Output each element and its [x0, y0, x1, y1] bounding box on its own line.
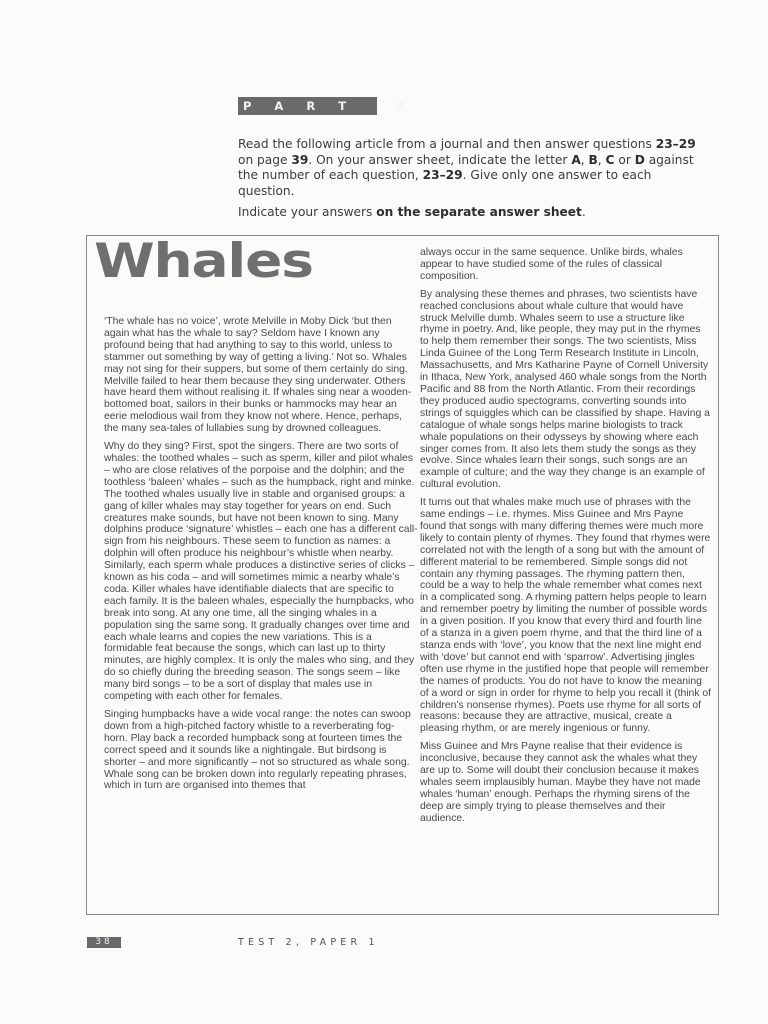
part-banner: P A R T 3 — [238, 97, 377, 115]
instruction-text: on page — [238, 152, 292, 167]
page-reference: 39 — [291, 152, 309, 167]
instruction-text: against the number of each question, — [238, 152, 694, 183]
instruction-text: Indicate your answers — [238, 205, 377, 220]
letter-b: B — [588, 152, 598, 167]
instructions — [238, 137, 708, 227]
article-left-column — [104, 316, 418, 798]
instruction-text: Read the following article from a journal and then answer questions — [238, 137, 656, 151]
article-right-column — [420, 247, 712, 831]
article-paragraph: Miss Guinee and Mrs Payne realise that their evidence is inconclusive, because they cannot ask the whales what they are up to. Some will doubt their conclusion because it makes whales seem implausibly human. Maybe they have not made whales ‘human’ enough. Perhaps the rhyming sirens of the deep are simply trying to please themselves and their audience. — [420, 741, 701, 824]
letter-d: D — [634, 152, 645, 167]
letter-c: C — [605, 152, 615, 167]
separator: , — [580, 152, 589, 167]
article-paragraph: Why do they sing? First, spot the singers. There are two sorts of whales: the toothed whales – such as sperm, killer and pilot whales – who are close relatives of the porpoise and the dolphin; and the toothless ‘baleen’ whales – such as the humpback, right and minke. The toothed whales usually live in stable and organised groups: a gang of killer whales may stay together for years on end. Such creatures make sounds, but have not been known to sing. Many dolphins produce ‘signature’ whistles – each one has a different call-sign from his neighbours. These seem to function as names: a dolphin will often produce his neighbour’s whistle when nearby. Similarly, each sperm whale produces a distinctive series of clicks – known as his coda – and will sometimes mimic a nearby whale’s coda. Killer whales have identifiable dialects that are specific to each family. It is the baleen whales, especially the humpbacks, who break into song. At any one time, all the singing whales in a population sing the same song. It gradually changes over time and each whale learns and copies the new variations. This is a formidable feat because the songs, which can last up to thirty minutes, are highly complex. It is only the males who sing, and they do so chiefly during the breeding season. The songs seem – like many bird songs – to be a sort of display that males use in competing with each other for females. — [104, 441, 418, 703]
answer-sheet-note — [238, 205, 708, 221]
question-range: 23–29 — [655, 137, 696, 151]
article-paragraph: ‘The whale has no voice’, wrote Melville in Moby Dick ‘but then again what has the whale to say? Seldom have I known any profound being that had anything to say to this world, unless to stammer out something by way of getting a living.’ Not so. Whales may not sing for their suppers, but some of them certainly do sing. Melville failed to hear them because they sing underwater. Others have heard them without realising it. If whales sing near a wooden-bottomed boat, sailors in their bunks or hammocks may hear an eerie melodious wail from they know not where. Hence, perhaps, the many sea-tales of lullabies sung by drowned colleagues. — [104, 316, 412, 435]
article-paragraph: Singing humpbacks have a wide vocal range: the notes can swoop down from a high-pitched factory whistle to a reverberating fog-horn. Play back a recorded humpback song at fourteen times the correct speed and it sounds like a nightingale. But birdsong is shorter – and more significantly – not so structured as whale song. Whale song can be broken down into regularly repeating phrases, which in turn are organised into themes that — [104, 709, 411, 792]
article-paragraph: always occur in the same sequence. Unlike birds, whales appear to have studied some of the rules of classical composition. — [420, 247, 683, 282]
question-range: 23–29 — [422, 168, 463, 183]
separator: or — [614, 152, 635, 167]
page-number: 38 — [87, 937, 121, 948]
article-paragraph: By analysing these themes and phrases, two scientists have reached conclusions about whale culture that would have struck Melville dumb. Whales seem to use a structure like rhyme in poetry. And, like people, they may put in the rhymes to help them remember their songs. The two scientists, Miss Linda Guinee of the Long Term Research Institute in Lincoln, Massachusetts, and Mrs Katharine Payne of Cornell University in Ithaca, New York, analysed 460 whale songs from the North Pacific and 88 from the North Atlantic. From their recordings they produced audio spectograms, converting sounds into strings of squiggles which can be classified by shape. Having a catalogue of whale songs helps marine biologists to track whale populations on their odysseys by showing where each singer comes from. It also lets them study the songs as they evolve. Since whales learn their songs, such songs are an example of culture; and the way they change is an example of cultural evolution. — [420, 288, 710, 491]
separator: , — [597, 152, 606, 167]
instructions-paragraph — [238, 137, 708, 199]
article-paragraph: It turns out that whales make much use of phrases with the same endings – i.e. rhymes. Miss Guinee and Mrs Payne found that songs with many differing themes were much more likely to contain plenty of rhymes. They found that rhymes were correlated not with the length of a song but with the amount of different material to be remembered. Simple songs did not contain any rhyming passages. The rhyming pattern then, could be a way to help the whale remember what comes next in a complicated song. A rhyming pattern helps people to learn and remember poetry by limiting the number of possible words in a given position. If you know that every third and fourth line of a stanza in a given poem rhyme, and that the third line of a stanza ends with ‘love’, you know that the next line might end with ‘dove’ but cannot end with ‘sparrow’. Advertising jingles often use rhyme in the justified hope that people will remember the names of products. You do not have to know the meaning of a word or sign in order for rhyme to help you recall it (think of children’s nonsense rhymes). Poets use rhyme for all sorts of reasons: because they are attractive, musical, create a pleasing rhythm, or are merely ingenious or funny. — [420, 497, 712, 735]
article-title: Whales — [94, 234, 313, 289]
letter-a: A — [571, 152, 581, 167]
instruction-text: . On your answer sheet, indicate the letter — [308, 152, 572, 167]
instruction-text: . — [581, 205, 586, 220]
instruction-text: . Give only one answer to each question. — [238, 168, 652, 198]
answer-sheet-emphasis: on the separate answer sheet — [376, 205, 582, 220]
footer-label: TEST 2, PAPER 1 — [238, 937, 379, 948]
